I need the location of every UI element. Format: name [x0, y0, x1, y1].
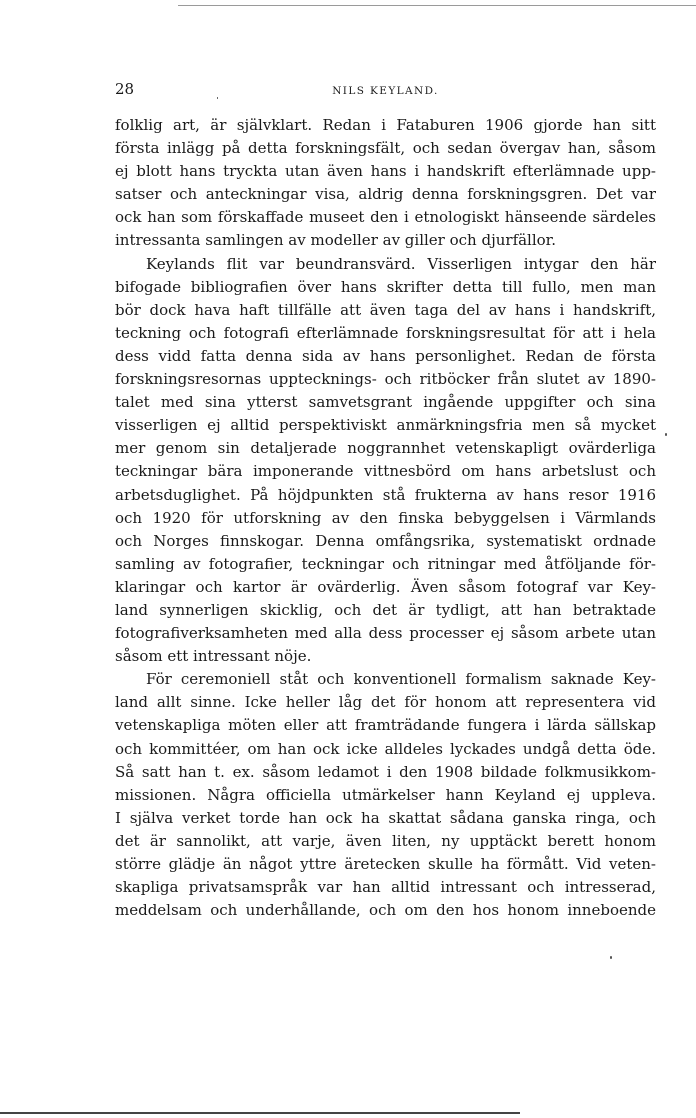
text-line: land allt sinne. Icke heller låg det för honom att representera vid: [115, 693, 656, 712]
text-line: ej blott hans tryckta utan även hans i handskrift efterlämnade upp-: [115, 162, 656, 181]
text-line: visserligen ej alltid perspektiviskt anmärkningsfria men så mycket: [115, 416, 656, 435]
text-line: arbetsduglighet. På höjdpunkten stå frukterna av hans resor 1916: [115, 485, 656, 504]
text-line: intressanta samlingen av modeller av giller och djurfällor.: [115, 231, 556, 250]
text-line: vetenskapliga möten eller att framträdande fungera i lärda sällskap: [115, 716, 656, 735]
text-line: För ceremoniell ståt och konventionell formalism saknade Key-: [146, 670, 656, 689]
scan-speck: [610, 956, 612, 959]
text-line: forskningsresornas upptecknings- och ritböcker från slutet av 1890-: [115, 370, 656, 389]
text-line: talet med sina ytterst samvetsgrant ingående uppgifter och sina: [115, 393, 656, 412]
page-header: [115, 80, 656, 102]
text-line: större glädje än något yttre äretecken skulle ha förmått. Vid veten-: [115, 855, 656, 873]
text-line: första inlägg på detta forskningsfält, och sedan övergav han, såsom: [115, 139, 656, 158]
text-line: och 1920 för utforskning av den finska bebyggelsen i Värmlands: [115, 508, 656, 527]
paragraph-1: [115, 114, 656, 253]
text-line: mer genom sin detaljerade noggrannhet vetenskapligt ovärderliga: [115, 439, 656, 458]
text-line: samling av fotografier, teckningar och ritningar med åtföljande för-: [115, 554, 656, 573]
text-line: klaringar och kartor är ovärderlig. Även såsom fotograf var Key-: [115, 577, 656, 596]
text-line: och kommittéer, om han ock icke alldeles lyckades undgå detta öde.: [115, 739, 656, 758]
text-line: Så satt han t. ex. såsom ledamot i den 1908 bildade folkmusikkom-: [115, 762, 656, 781]
body-text: [115, 114, 656, 922]
paragraph-2: [115, 253, 656, 669]
text-line: folklig art, är självklart. Redan i Fataburen 1906 gjorde han sitt: [115, 116, 656, 134]
paragraph-3: [115, 668, 656, 922]
text-line: fotografiverksamheten med alla dess processer ej såsom arbete utan: [115, 624, 656, 643]
page-number: 28: [115, 80, 135, 98]
text-line: satser och anteckningar visa, aldrig denna forskningsgren. Det var: [115, 185, 656, 204]
running-head: NILS KEYLAND.: [332, 85, 439, 97]
text-line: missionen. Några officiella utmärkelser hann Keyland ej uppleva.: [115, 785, 656, 804]
text-line: meddelsam och underhållande, och om den hos honom inneboende: [115, 901, 656, 920]
text-line: såsom ett intressant nöje.: [115, 647, 312, 666]
text-line: och Norges finnskogar. Denna omfångsrika, systematiskt ordnade: [115, 531, 656, 550]
text-line: ock han som förskaffade museet den i etnologiskt hänseende särdeles: [115, 208, 656, 227]
text-line: land synnerligen skicklig, och det är tydligt, att han betraktade: [115, 600, 656, 619]
text-line: dess vidd fatta denna sida av hans personlighet. Redan de första: [115, 346, 656, 365]
scan-speck: [665, 433, 667, 436]
text-line: Keylands flit var beundransvärd. Visserligen intygar den här: [146, 254, 656, 273]
text-line: teckning och fotografi efterlämnade forskningsresultat för att i hela: [115, 323, 656, 342]
text-line: det är sannolikt, att varje, även liten, ny upptäckt berett honom: [115, 831, 656, 850]
text-line: teckningar bära imponerande vittnesbörd om hans arbetslust och: [115, 462, 656, 481]
top-edge-rule: [178, 5, 696, 6]
text-line: bör dock hava haft tillfälle att även taga del av hans i handskrift,: [115, 300, 656, 319]
text-line: skapliga privatsamspråk var han alltid intressant och intresserad,: [115, 878, 656, 897]
scan-speck: [217, 97, 218, 99]
text-line: bifogade bibliografien över hans skrifter detta till fullo, men man: [115, 277, 656, 296]
text-line: I själva verket torde han ock ha skattat sådana ganska ringa, och: [115, 808, 656, 827]
bottom-edge-rule: [0, 1112, 520, 1114]
